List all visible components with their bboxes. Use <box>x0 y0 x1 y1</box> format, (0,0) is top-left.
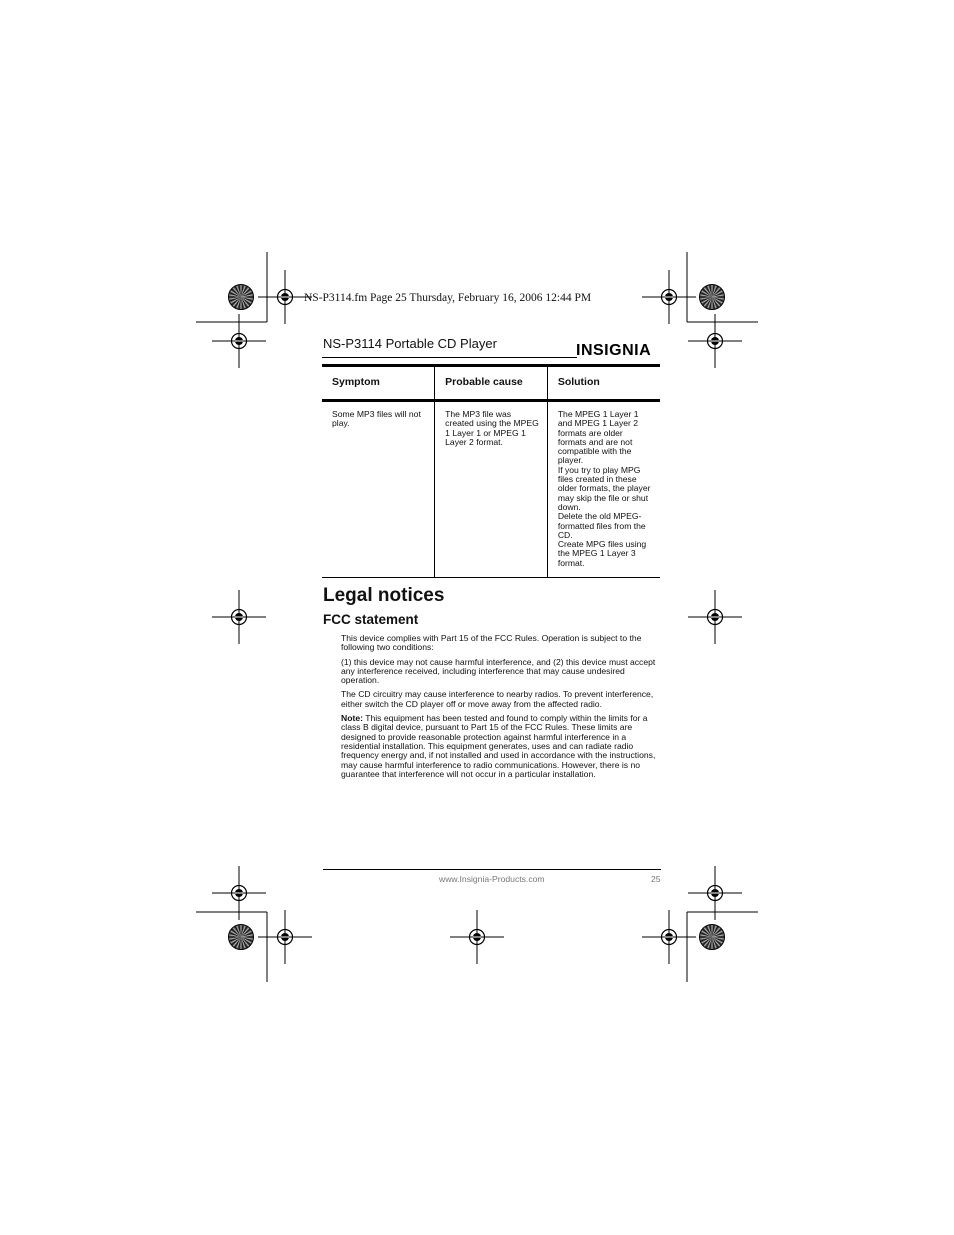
footer-rule <box>323 869 661 870</box>
column-header-probable-cause: Probable cause <box>435 366 548 401</box>
paragraph: This device complies with Part 15 of the FCC Rules. Operation is subject to the following two conditions: <box>341 633 642 653</box>
page-header-title: NS-P3114 Portable CD Player <box>323 336 497 351</box>
fcc-statement-body <box>341 634 659 784</box>
section-heading: Legal notices <box>323 585 445 606</box>
insignia-logo-text: INSIGNIA <box>576 342 652 358</box>
solution-cell: The MPEG 1 Layer 1 and MPEG 1 Layer 2 formats are older formats and are not compatible with the player. If you try to play MPG files created in these older formats, the player may skip the file or shut down. Delete the old MPEG-formatted files from the CD. Create MPG files using the MPEG 1 Layer 3 format. <box>547 401 660 578</box>
registration-mark <box>212 590 266 644</box>
page-number: 25 <box>651 874 661 884</box>
registration-mark <box>688 590 742 644</box>
star-target-mark <box>700 285 725 310</box>
insignia-logo <box>576 340 660 358</box>
star-target-mark <box>229 925 254 950</box>
registration-mark <box>642 910 696 964</box>
star-target-mark <box>229 285 254 310</box>
table-row <box>322 401 660 578</box>
footer-url: www.Insignia-Products.com <box>439 874 545 884</box>
file-slug-line: NS-P3114.fm Page 25 Thursday, February 16, 2006 12:44 PM <box>304 292 592 304</box>
paragraph: (1) this device may not cause harmful interference, and (2) this device must accept any interference received, including interference that may cause undesired operation. <box>341 656 656 686</box>
note-paragraph <box>341 714 659 779</box>
registration-mark <box>450 910 504 964</box>
cause-cell: The MP3 file was created using the MPEG 1 Layer 1 or MPEG 1 Layer 2 format. <box>435 401 548 578</box>
star-target-mark <box>700 925 725 950</box>
symptom-cell: Some MP3 files will not play. <box>322 401 435 578</box>
note-text: This equipment has been tested and found to comply within the limits for a class B digital device, pursuant to Part 15 of the FCC Rules. These limits are designed to provide reasonable protection against harmful interference in a residential installation. This equipment generates, uses and can radiate radio frequency energy and, if not installed and used in accordance with the instructions, may cause harmful interference to radio communications. However, there is no guarantee that interference will not occur in a particular installation. <box>341 713 656 779</box>
note-label: Note: <box>341 713 363 724</box>
registration-mark <box>258 910 312 964</box>
registration-mark <box>642 270 696 324</box>
subsection-heading: FCC statement <box>323 612 419 627</box>
column-header-symptom: Symptom <box>322 366 435 401</box>
header-rule <box>322 357 577 358</box>
column-header-solution: Solution <box>547 366 660 401</box>
troubleshooting-table <box>322 364 660 578</box>
paragraph: The CD circuitry may cause interference to nearby radios. To prevent interference, either switch the CD player off or move away from the affected radio. <box>341 689 654 709</box>
